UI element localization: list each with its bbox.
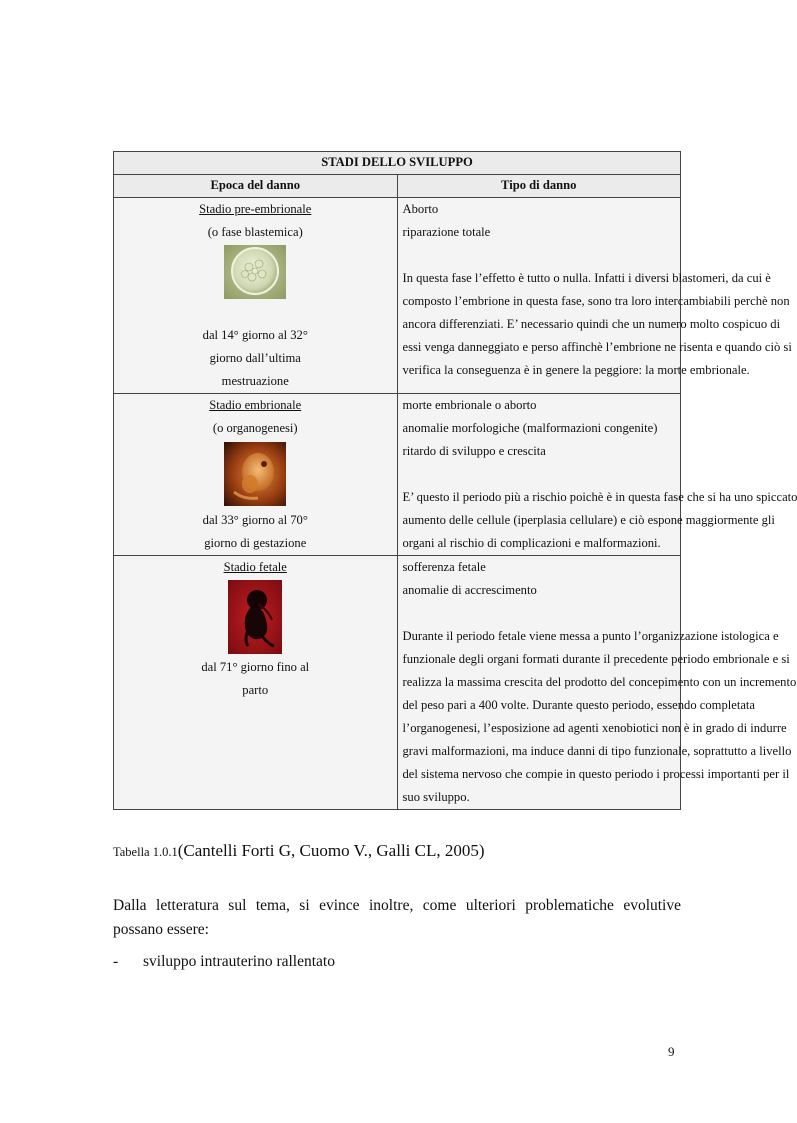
stage-period-line: parto [242,683,269,697]
caption-citation: (Cantelli Forti G, Cuomo V., Galli CL, 2005) [177,841,485,860]
table-title: STADI DELLO SVILUPPO [114,152,681,175]
description-line: In questa fase l’effetto è tutto o nulla. Infatti i diversi blastomeri, da cui è [402,271,771,285]
description-line: gravi malformazioni, ma induce danni di tipo funzionale, soprattutto a livello [402,744,792,758]
bullet-text: sviluppo intrauterino rallentato [143,953,335,970]
description-line: verifica la conseguenza è in genere la peggiore: la morte embrionale. [402,363,750,377]
damage-item: riparazione totale [402,225,491,239]
description-line: organi al rischio di complicazioni e malformazioni. [402,536,661,550]
damage-item: anomalie di accrescimento [402,583,537,597]
stage-name: Stadio fetale [223,560,287,574]
bullet-dash: - [113,953,119,970]
damage-item: morte embrionale o aborto [402,398,537,412]
body-paragraph [113,894,681,942]
damage-cell [397,198,792,394]
stage-name: Stadio embrionale [209,398,302,412]
description-line: composto l’embrione in questa fase, sono tra loro intercambiabili perchè non [402,294,790,308]
description-line: suo sviluppo. [402,790,470,804]
stage-period-line: dal 33° giorno al 70° [202,513,308,527]
list-item [113,951,335,973]
stage-period-line: dal 14° giorno al 32° [202,328,308,342]
description-line: del sistema nervoso che compie in questo periodo i processi importanti per il [402,767,790,781]
description-line: aumento delle cellule (iperplasia cellulare) e ciò espone maggiormente gli [402,513,775,527]
description-line: E’ questo il periodo più a rischio poichè è in questa fase che si ha uno spiccato [402,490,797,504]
description-line: del peso pari a 400 volte. Durante questo periodo, essendo completata [402,698,756,712]
damage-cell [397,556,797,810]
column-header-epoch: Epoca del danno [114,175,398,198]
column-header-damage-type: Tipo di danno [397,175,681,198]
damage-item: anomalie morfologiche (malformazioni congenite) [402,421,658,435]
fetus-photo-icon [228,580,282,654]
embryo-photo-icon [224,442,286,506]
paragraph-line: Dalla letteratura sul tema, si evince inoltre, come ulteriori problematiche evolutive [113,897,681,914]
caption-label: Tabella 1.0.1 [113,845,178,859]
description-line: l’organogenesi, l’esposizione ad agenti xenobiotici non è in grado di indurre [402,721,787,735]
damage-item: Aborto [402,202,439,216]
stage-period-line: giorno dall’ultima [209,351,301,365]
description-line: Durante il periodo fetale viene messa a punto l’organizzazione istologica e [402,629,779,643]
table-row [114,556,681,810]
stage-period-line: giorno di gestazione [204,536,307,550]
blastocyst-photo-icon [224,245,286,299]
table-caption [113,841,485,861]
damage-cell [397,394,797,556]
development-stages-table [113,151,797,810]
table-row [114,198,681,394]
stage-period-line: dal 71° giorno fino al [201,660,310,674]
stage-subtitle: (o fase blastemica) [207,225,303,239]
page-number: 9 [668,1044,675,1059]
description-line: ancora differenziati. E’ necessario quindi che un numero molto cospicuo di [402,317,781,331]
table-row [114,394,681,556]
damage-item: ritardo di sviluppo e crescita [402,444,546,458]
stage-cell [114,198,398,394]
stage-cell [114,394,398,556]
description-line: realizza la massima crescita del prodotto del concepimento con un incremento [402,675,797,689]
stage-period-line: mestruazione [221,374,289,388]
paragraph-line: possano essere: [113,921,209,938]
damage-item: sofferenza fetale [402,560,486,574]
stage-name: Stadio pre-embrionale [199,202,312,216]
stage-cell [114,556,398,810]
description-line: essi venga danneggiato e perso affinchè l’embrione ne risenta e quando ciò si [402,340,792,354]
description-line: funzionale degli organi formati durante il precedente periodo embrionale e si [402,652,790,666]
stage-subtitle: (o organogenesi) [212,421,298,435]
